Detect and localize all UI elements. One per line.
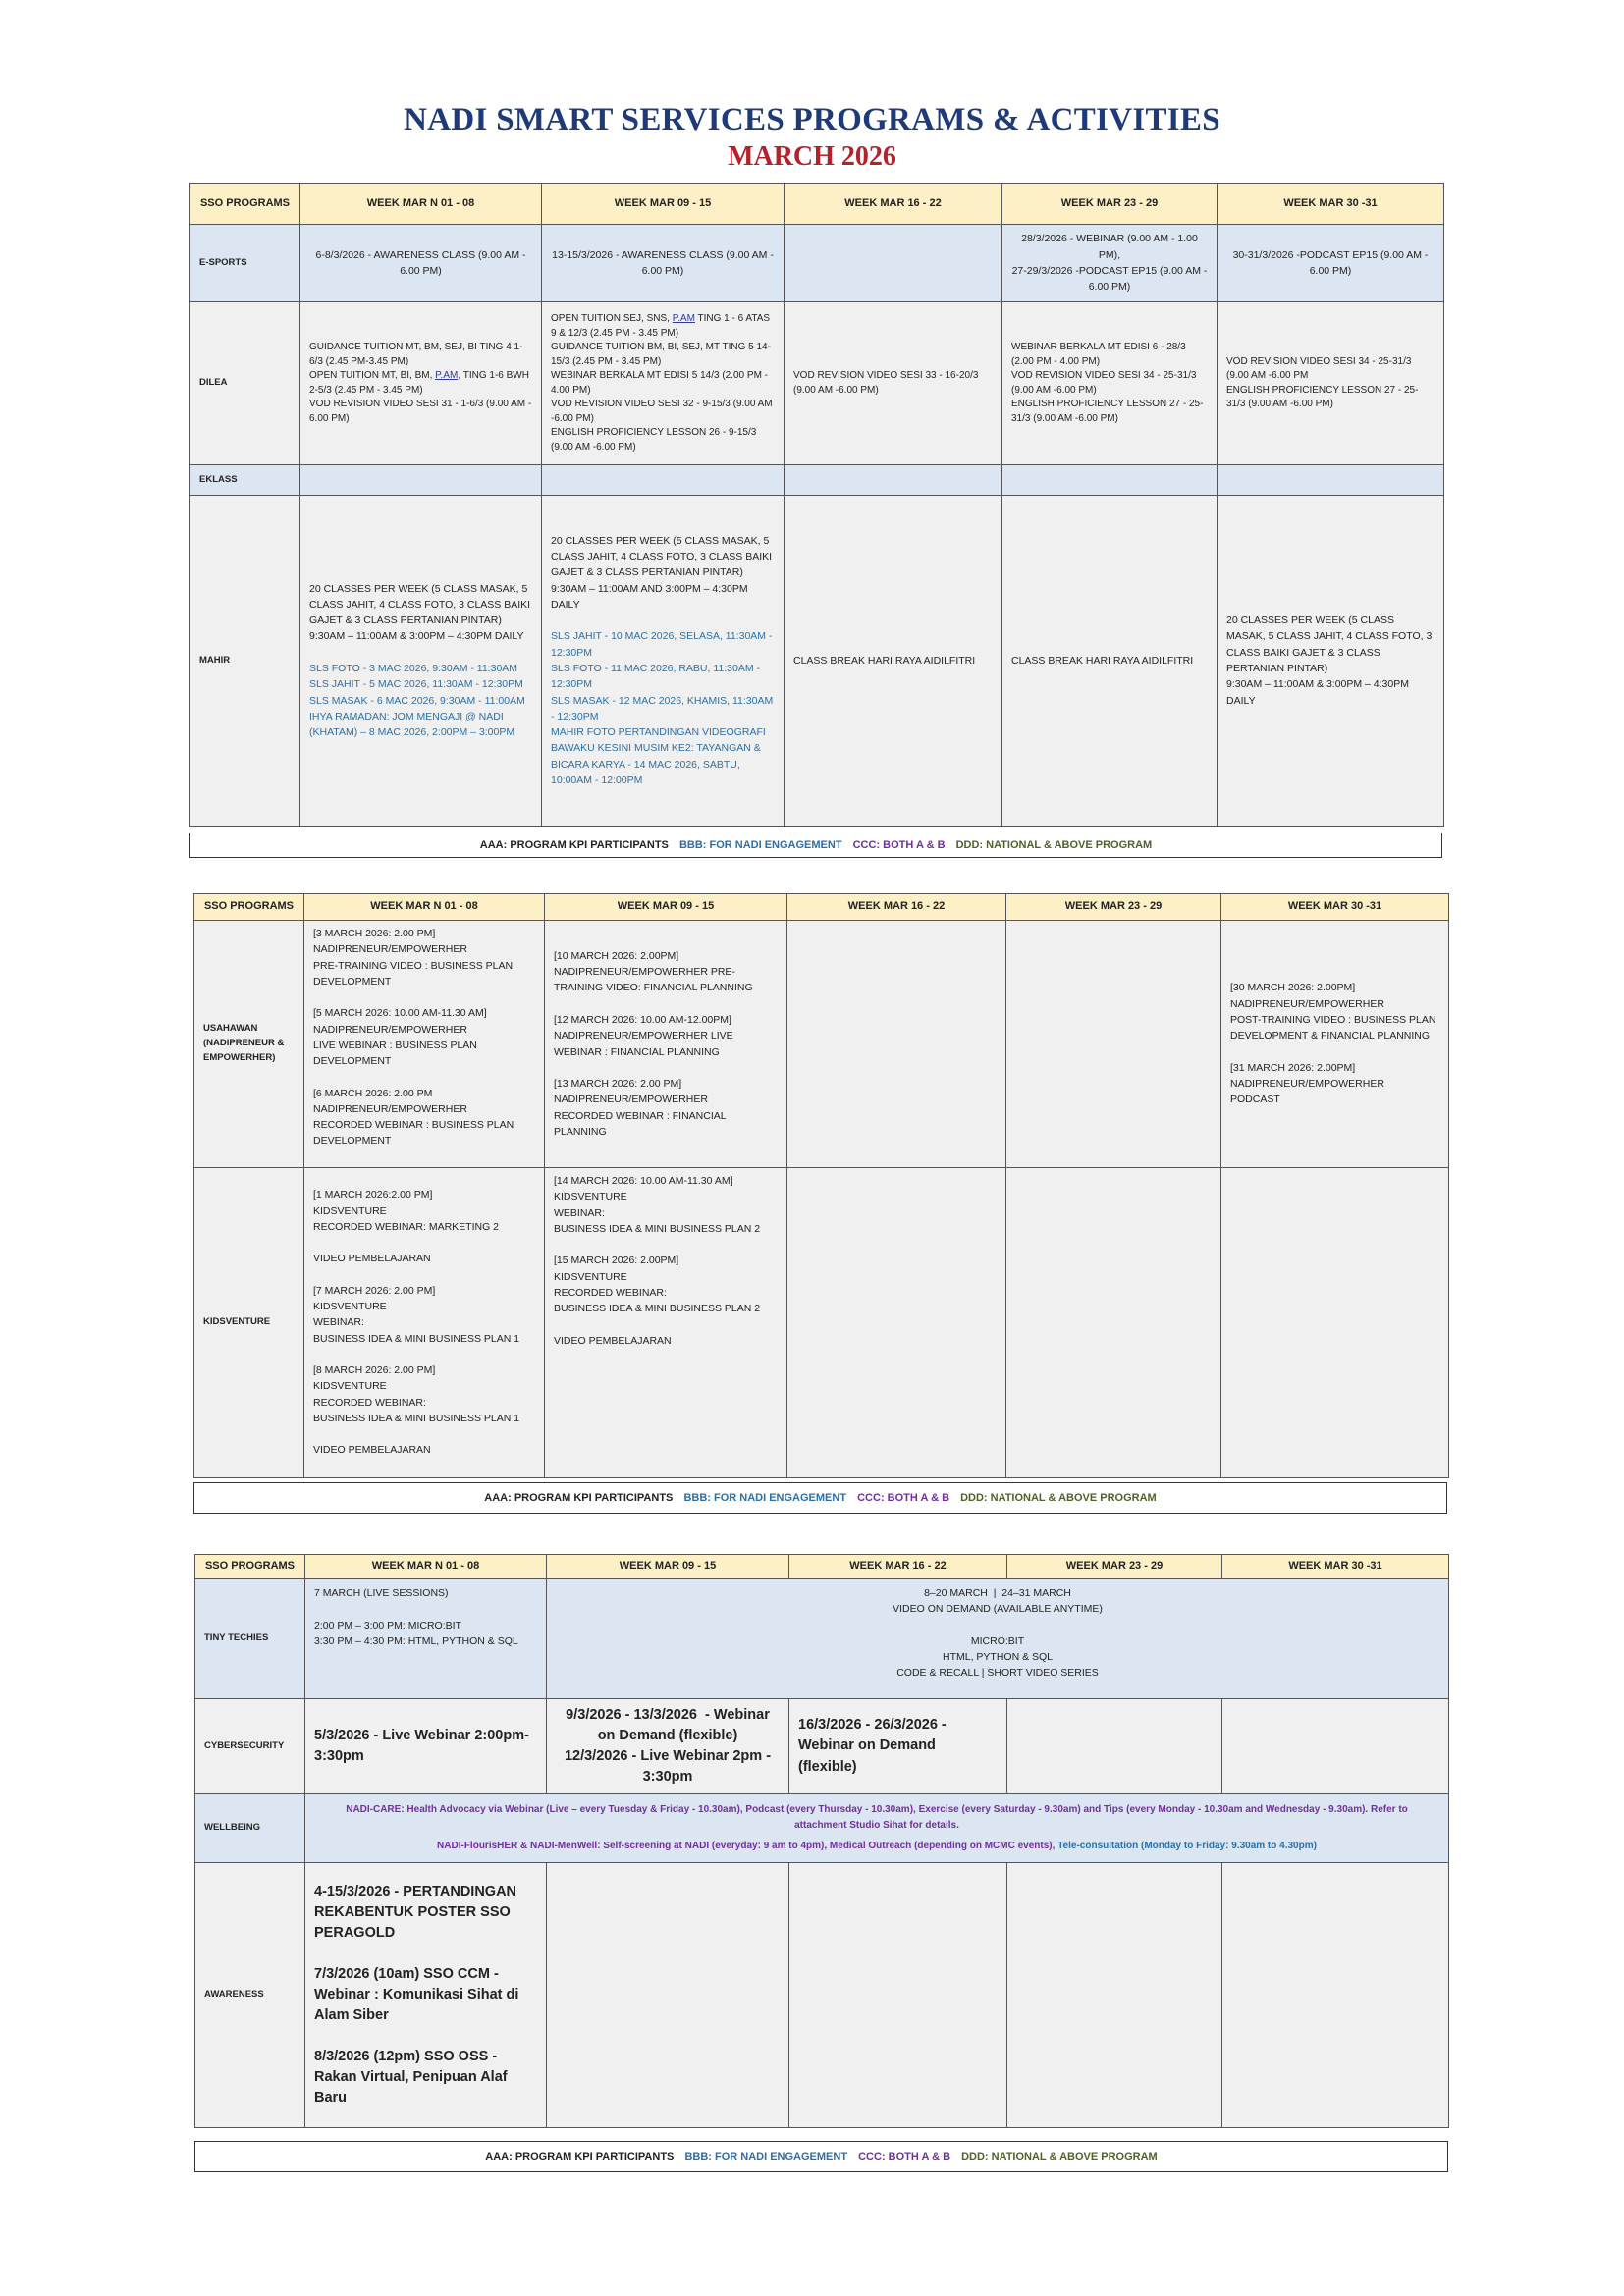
cell-cyber-w2: 9/3/2026 - 13/3/2026 - Webinar on Demand (flexible) 12/3/2026 - Live Webinar 2pm - 3:30pm [547,1699,789,1794]
header-week-1: WEEK MAR N 01 - 08 [305,1555,547,1579]
header-week-2: WEEK MAR 09 - 15 [547,1555,789,1579]
cell-dilea-w4: WEBINAR BERKALA MT EDISI 6 - 28/3 (2.00 PM - 4.00 PM) VOD REVISION VIDEO SESI 34 - 25-31/3 (9.00 AM -6.00 PM) ENGLISH PROFICIENCY LESSON 27 - 25-31/3 (9.00 AM -6.00 PM) [1002,302,1218,465]
header-sso-programs: SSO PROGRAMS [195,1555,305,1579]
cell-mahir-w2: 20 CLASSES PER WEEK (5 CLASS MASAK, 5 CLASS JAHIT, 4 CLASS FOTO, 3 CLASS BAIKI GAJET & 3 CLASS PERTANIAN PINTAR) 9:30AM – 11:00AM AND 3:00PM – 4:30PM DAILY SLS JAHIT - 10 MAC 2026, SELASA, 11:30AM - 12:30PM SLS FOTO - 11 MAC 2026, RABU, 11:30AM - 12:30PM SLS MASAK - 12 MAC 2026, KHAMIS, 11:30AM - 12:30PM MAHIR FOTO PERTANDINGAN VIDEOGRAFI BAWAKU KESINI MUSIM KE2: TAYANGAN & BICARA KARYA - 14 MAC 2026, SABTU, 10:00AM - 12:00PM [542,496,785,827]
row-dilea [190,302,1444,465]
cell-kidsventure-w1: [1 MARCH 2026:2.00 PM] KIDSVENTURE RECORDED WEBINAR: MARKETING 2 VIDEO PEMBELAJARAN [7 MARCH 2026: 2.00 PM] KIDSVENTURE WEBINAR: BUSINESS IDEA & MINI BUSINESS PLAN 1 [8 MARCH 2026: 2.00 PM] KIDSVENTURE RECORDED WEBINAR: BUSINESS IDEA & MINI BUSINESS PLAN 1 VIDEO PEMBELAJARAN [304,1168,545,1478]
header-week-4: WEEK MAR 23 - 29 [1002,184,1218,225]
cell-wellbeing [305,1794,1449,1863]
cell-esports-w1: 6-8/3/2026 - AWARENESS CLASS (9.00 AM - 6.00 PM) [300,225,542,302]
program-label: MAHIR [190,496,300,827]
row-mahir [190,496,1444,827]
cell-dilea-w5: VOD REVISION VIDEO SESI 34 - 25-31/3 (9.00 AM -6.00 PM ENGLISH PROFICIENCY LESSON 27 - 25-31/3 (9.00 AM -6.00 PM) [1218,302,1444,465]
cell-kidsventure-w5 [1221,1168,1449,1478]
cell-cyber-w1: 5/3/2026 - Live Webinar 2:00pm-3:30pm [305,1699,547,1794]
cell-usahawan-w3 [787,921,1006,1168]
row-cybersecurity [195,1699,1449,1794]
program-label: EKLASS [190,465,300,496]
row-awareness [195,1863,1449,2128]
cell-usahawan-w4 [1006,921,1221,1168]
header-week-5: WEEK MAR 30 -31 [1222,1555,1449,1579]
program-label: CYBERSECURITY [195,1699,305,1794]
cell-tiny-w2-w5: 8–20 MARCH | 24–31 MARCH VIDEO ON DEMAND (AVAILABLE ANYTIME) MICRO:BIT HTML, PYTHON & SQL CODE & RECALL | SHORT VIDEO SERIES [547,1579,1449,1699]
program-label: KIDSVENTURE [194,1168,304,1478]
cell-dilea-w3: VOD REVISION VIDEO SESI 33 - 16-20/3 (9.00 AM -6.00 PM) [785,302,1002,465]
cell-kidsventure-w4 [1006,1168,1221,1478]
header-week-1: WEEK MAR N 01 - 08 [300,184,542,225]
wellbeing-flourisher: NADI-FlourisHER & NADI-MenWell: Self-screening at NADI (everyday: 9 am to 4pm), Medical Outreach (depending on MCMC events), Tele-consultation (Monday to Friday: 9.30am to 4.30pm) [437,1841,1317,1852]
cell-mahir-w1: 20 CLASSES PER WEEK (5 CLASS MASAK, 5 CLASS JAHIT, 4 CLASS FOTO, 3 CLASS BAIKI GAJET & 3 CLASS PERTANIAN PINTAR) 9:30AM – 11:00AM & 3:00PM – 4:30PM DAILY SLS FOTO - 3 MAC 2026, 9:30AM - 11:30AM SLS JAHIT - 5 MAC 2026, 11:30AM - 12:30PM SLS MASAK - 6 MAC 2026, 9:30AM - 11:00AM IHYA RAMADAN: JOM MENGAJI @ NADI (KHATAM) – 8 MAC 2026, 2:00PM – 3:00PM [300,496,542,827]
cell-eklass-w2 [542,465,785,496]
cell-esports-w2: 13-15/3/2026 - AWARENESS CLASS (9.00 AM - 6.00 PM) [542,225,785,302]
month-title: MARCH 2026 [728,141,896,172]
schedule-table-2 [193,893,1449,1478]
header-sso-programs: SSO PROGRAMS [190,184,300,225]
cell-tiny-w1: 7 MARCH (LIVE SESSIONS) 2:00 PM – 3:00 PM: MICRO:BIT 3:30 PM – 4:30 PM: HTML, PYTHON & SQL [305,1579,547,1699]
cell-awareness-w4 [1007,1863,1222,2128]
header-week-3: WEEK MAR 16 - 22 [789,1555,1007,1579]
row-tiny-techies [195,1579,1449,1699]
program-label: DILEA [190,302,300,465]
program-label: TINY TECHIES [195,1579,305,1699]
header-week-5: WEEK MAR 30 -31 [1221,894,1449,921]
cell-eklass-w5 [1218,465,1444,496]
cell-awareness-w1: 4-15/3/2026 - PERTANDINGAN REKABENTUK POSTER SSO PERAGOLD 7/3/2026 (10am) SSO CCM - Webinar : Komunikasi Sihat di Alam Siber 8/3/2026 (12pm) SSO OSS - Rakan Virtual, Penipuan Alaf Baru [305,1863,547,2128]
row-kidsventure [194,1168,1449,1478]
cell-awareness-w5 [1222,1863,1449,2128]
header-week-4: WEEK MAR 23 - 29 [1006,894,1221,921]
cell-cyber-w5 [1222,1699,1449,1794]
cell-usahawan-w5: [30 MARCH 2026: 2.00PM] NADIPRENEUR/EMPOWERHER POST-TRAINING VIDEO : BUSINESS PLAN DEVELOPMENT & FINANCIAL PLANNING [31 MARCH 2026: 2.00PM] NADIPRENEUR/EMPOWERHER PODCAST [1221,921,1449,1168]
header-sso-programs: SSO PROGRAMS [194,894,304,921]
cell-dilea-w2: OPEN TUITION SEJ, SNS, P.AM TING 1 - 6 ATAS 9 & 12/3 (2.45 PM - 3.45 PM) GUIDANCE TUITION BM, BI, SEJ, MT TING 5 14-15/3 (2.45 PM - 3.45 PM) WEBINAR BERKALA MT EDISI 5 14/3 (2.00 PM - 4.00 PM) VOD REVISION VIDEO SESI 32 - 9-15/3 (9.00 AM -6.00 PM) ENGLISH PROFICIENCY LESSON 26 - 9-15/3 (9.00 AM -6.00 PM) [542,302,785,465]
cell-mahir-w5: 20 CLASSES PER WEEK (5 CLASS MASAK, 5 CLASS JAHIT, 4 CLASS FOTO, 3 CLASS BAIKI GAJET & 3 CLASS PERTANIAN PINTAR) 9:30AM – 11:00AM & 3:00PM – 4:30PM DAILY [1218,496,1444,827]
row-usahawan [194,921,1449,1168]
pam-link[interactable]: P.AM [435,370,459,381]
legend-bar-3: AAA: PROGRAM KPI PARTICIPANTS BBB: FOR NADI ENGAGEMENT CCC: BOTH A & B DDD: NATIONAL & ABOVE PROGRAM [194,2141,1448,2172]
header-week-3: WEEK MAR 16 - 22 [785,184,1002,225]
cell-dilea-w1: GUIDANCE TUITION MT, BM, SEJ, BI TING 4 1-6/3 (2.45 PM-3.45 PM) OPEN TUITION MT, BI, BM, P.AM, TING 1-6 BWH 2-5/3 (2.45 PM - 3.45 PM) VOD REVISION VIDEO SESI 31 - 1-6/3 (9.00 AM - 6.00 PM) [300,302,542,465]
cell-usahawan-w2: [10 MARCH 2026: 2.00PM] NADIPRENEUR/EMPOWERHER PRE-TRAINING VIDEO: FINANCIAL PLANNING [12 MARCH 2026: 10.00 AM-12.00PM] NADIPRENEUR/EMPOWERHER LIVE WEBINAR : FINANCIAL PLANNING [13 MARCH 2026: 2.00 PM] NADIPRENEUR/EMPOWERHER RECORDED WEBINAR : FINANCIAL PLANNING [545,921,787,1168]
cell-eklass-w3 [785,465,1002,496]
legend-bar-1: AAA: PROGRAM KPI PARTICIPANTS BBB: FOR NADI ENGAGEMENT CCC: BOTH A & B DDD: NATIONAL & ABOVE PROGRAM [189,833,1442,858]
header-week-2: WEEK MAR 09 - 15 [542,184,785,225]
pam-link[interactable]: P.AM [672,313,695,324]
header-week-2: WEEK MAR 09 - 15 [545,894,787,921]
program-label: E-SPORTS [190,225,300,302]
cell-esports-w4: 28/3/2026 - WEBINAR (9.00 AM - 1.00 PM), 27-29/3/2026 -PODCAST EP15 (9.00 AM - 6.00 PM) [1002,225,1218,302]
program-label: USAHAWAN (NADIPRENEUR & EMPOWERHER) [194,921,304,1168]
cell-kidsventure-w2: [14 MARCH 2026: 10.00 AM-11.30 AM] KIDSVENTURE WEBINAR: BUSINESS IDEA & MINI BUSINESS PLAN 2 [15 MARCH 2026: 2.00PM] KIDSVENTURE RECORDED WEBINAR: BUSINESS IDEA & MINI BUSINESS PLAN 2 VIDEO PEMBELAJARAN [545,1168,787,1478]
row-wellbeing [195,1794,1449,1863]
header-week-3: WEEK MAR 16 - 22 [787,894,1006,921]
header-week-5: WEEK MAR 30 -31 [1218,184,1444,225]
cell-esports-w5: 30-31/3/2026 -PODCAST EP15 (9.00 AM - 6.00 PM) [1218,225,1444,302]
header-week-1: WEEK MAR N 01 - 08 [304,894,545,921]
cell-eklass-w1 [300,465,542,496]
program-label: WELLBEING [195,1794,305,1863]
schedule-table-1 [189,183,1444,827]
page-title: NADI SMART SERVICES PROGRAMS & ACTIVITIES [404,102,1220,137]
cell-cyber-w4 [1007,1699,1222,1794]
cell-cyber-w3: 16/3/2026 - 26/3/2026 - Webinar on Demand (flexible) [789,1699,1007,1794]
row-esports [190,225,1444,302]
header-week-4: WEEK MAR 23 - 29 [1007,1555,1222,1579]
cell-awareness-w2 [547,1863,789,2128]
cell-awareness-w3 [789,1863,1007,2128]
program-label: AWARENESS [195,1863,305,2128]
row-eklass [190,465,1444,496]
wellbeing-nadi-care: NADI-CARE: Health Advocacy via Webinar (Live – every Tuesday & Friday - 10.30am), Podcast (every Thursday - 10.30am), Exercise (every Saturday - 9.30am) and Tips (every Monday - 10.30am and Wednesday - 9.30am). Refer to attachment Studio Sihat for details. [346,1804,1408,1831]
cell-kidsventure-w3 [787,1168,1006,1478]
cell-mahir-w3: CLASS BREAK HARI RAYA AIDILFITRI [785,496,1002,827]
cell-esports-w3 [785,225,1002,302]
legend-bar-2: AAA: PROGRAM KPI PARTICIPANTS BBB: FOR NADI ENGAGEMENT CCC: BOTH A & B DDD: NATIONAL & ABOVE PROGRAM [193,1482,1447,1514]
schedule-table-3 [194,1554,1449,2128]
cell-eklass-w4 [1002,465,1218,496]
cell-mahir-w4: CLASS BREAK HARI RAYA AIDILFITRI [1002,496,1218,827]
cell-usahawan-w1: [3 MARCH 2026: 2.00 PM] NADIPRENEUR/EMPOWERHER PRE-TRAINING VIDEO : BUSINESS PLAN DEVELOPMENT [5 MARCH 2026: 10.00 AM-11.30 AM] NADIPRENEUR/EMPOWERHER LIVE WEBINAR : BUSINESS PLAN DEVELOPMENT [6 MARCH 2026: 2.00 PM NADIPRENEUR/EMPOWERHER RECORDED WEBINAR : BUSINESS PLAN DEVELOPMENT [304,921,545,1168]
